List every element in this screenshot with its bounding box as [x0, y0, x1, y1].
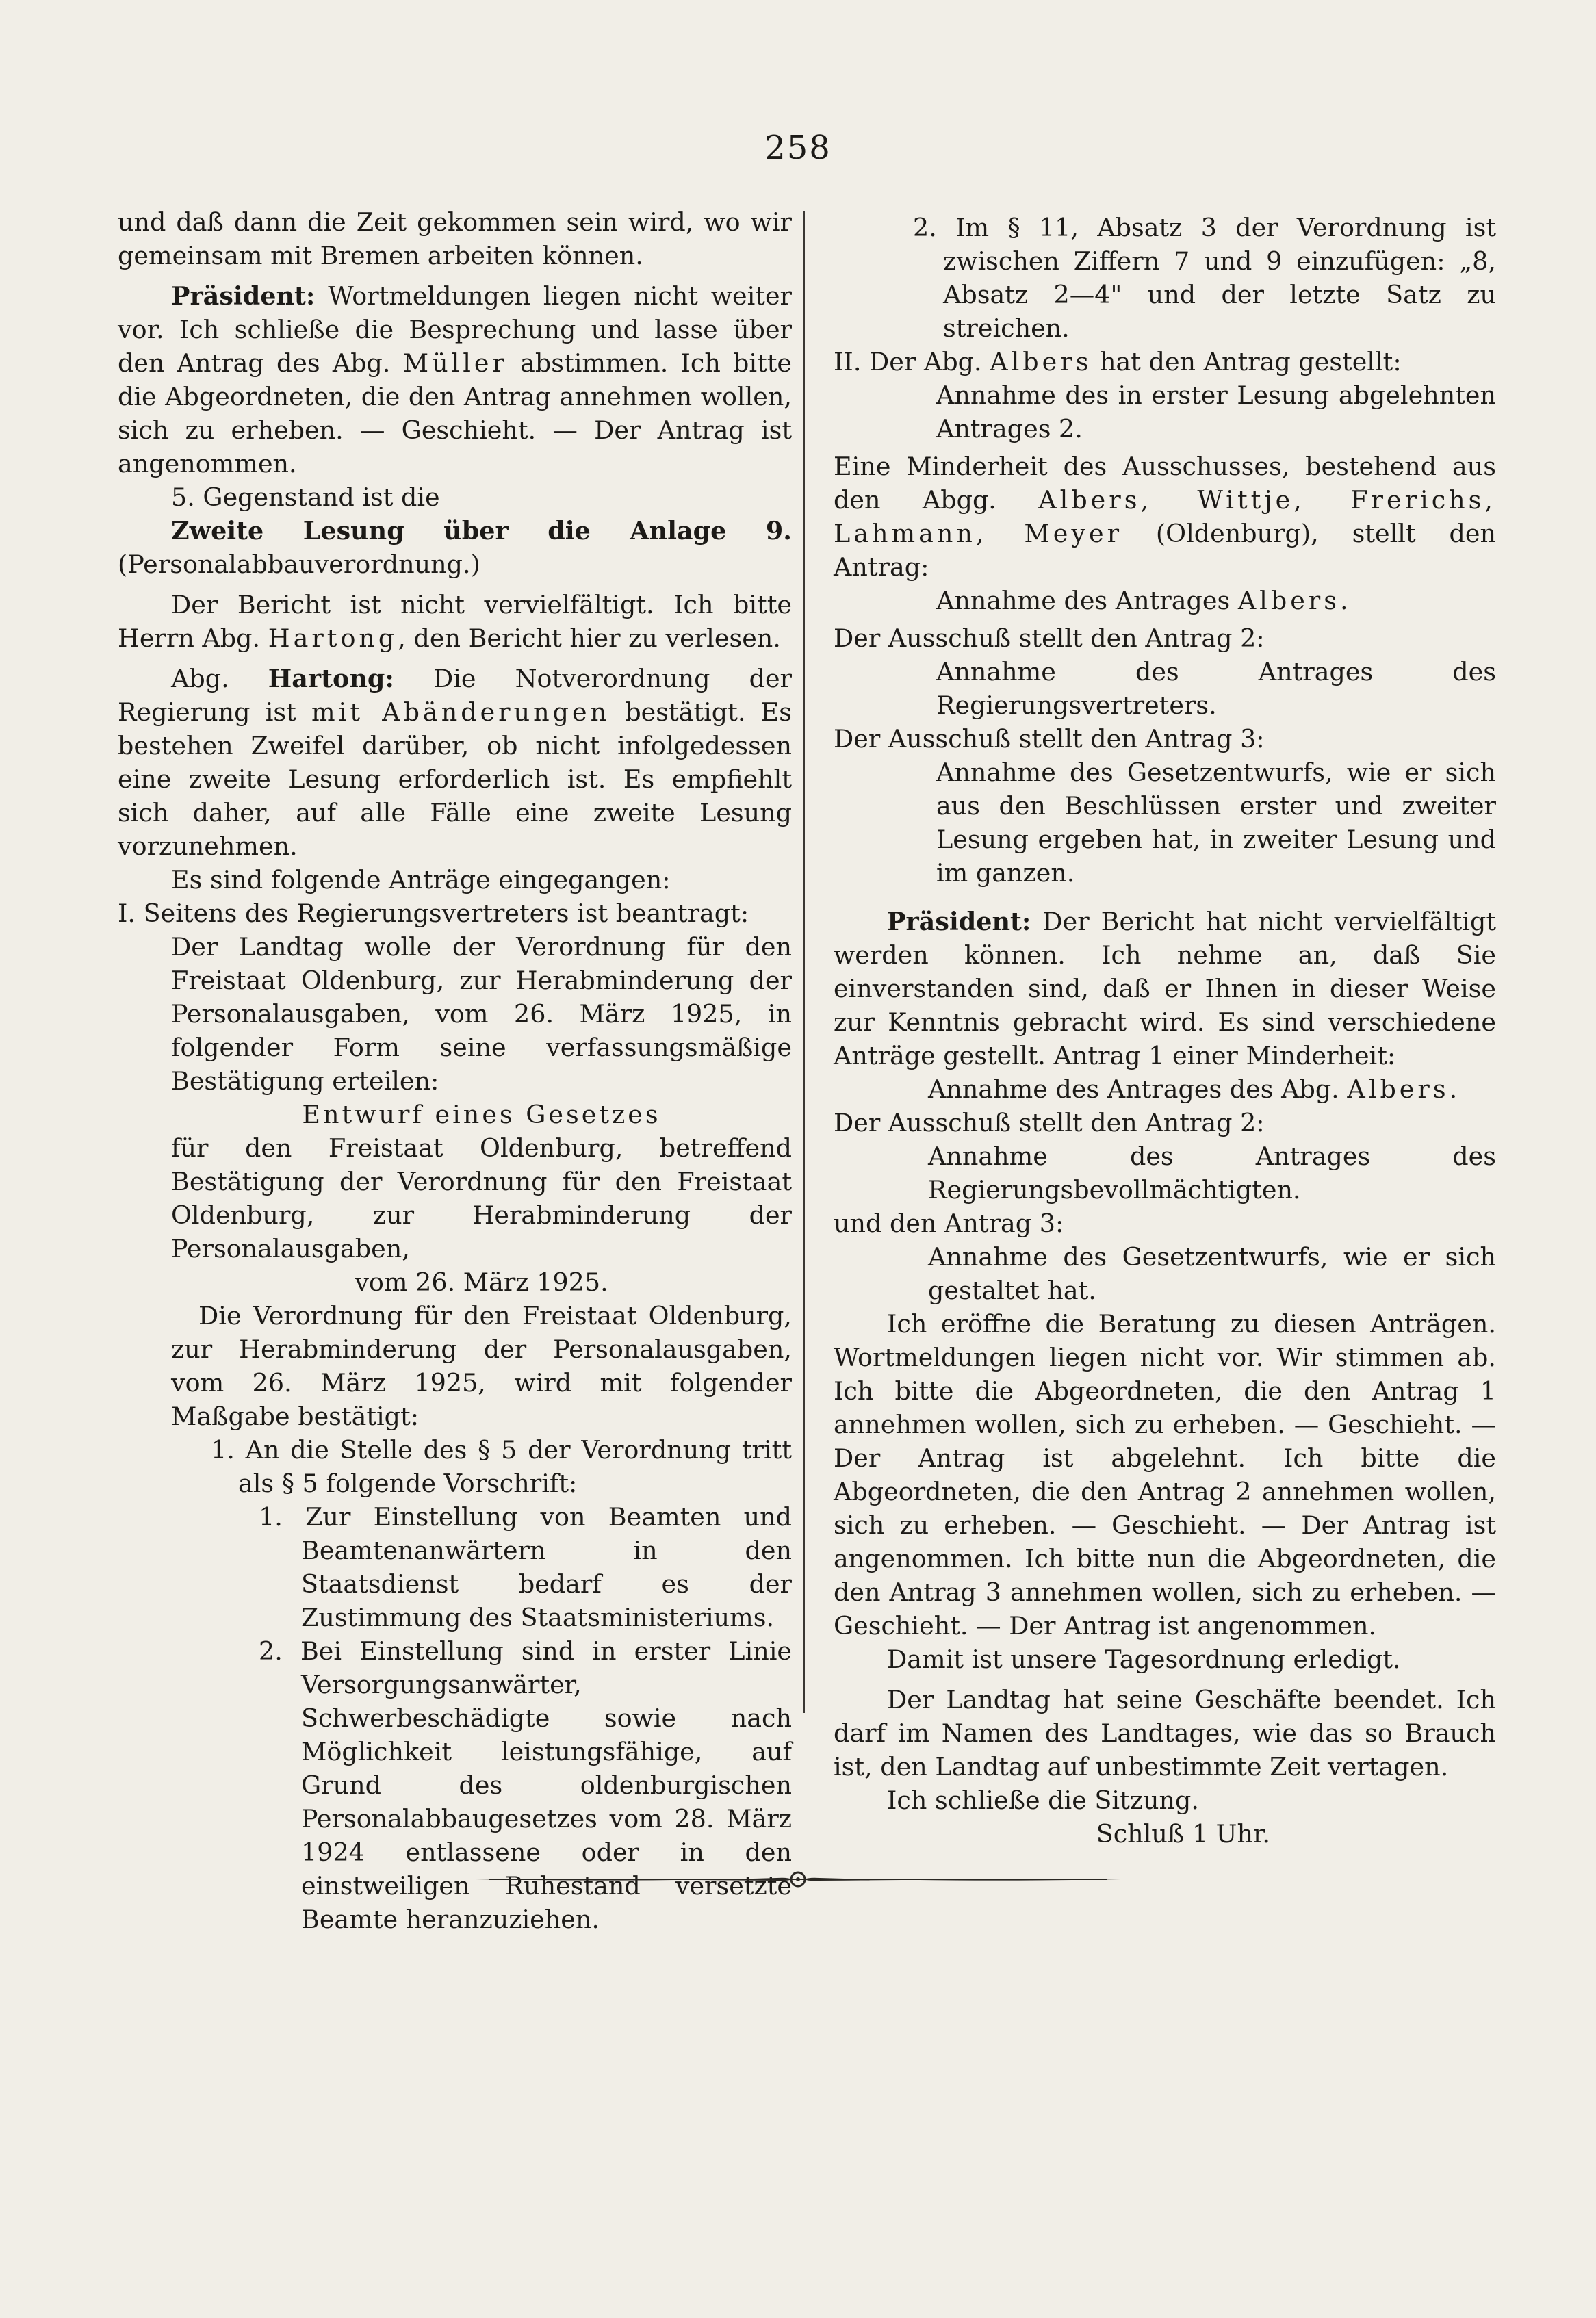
- speaker-paragraph: [118, 662, 792, 863]
- paragraph: [118, 588, 792, 655]
- person-name: Hartong: [268, 623, 398, 653]
- text-span: hat den Antrag gestellt:: [1092, 347, 1402, 376]
- right-column: [834, 211, 1496, 1851]
- speech-text: Der Bericht hat nicht vervielfältigt werden können. Ich nehme an, daß Sie einverstanden sind, daß er Ihnen in dieser Weise zur Kenntnis gebracht wird. Es sind verschiedene Anträge gestellt. Antrag 1 einer Minderheit:: [834, 907, 1496, 1070]
- text-span: .: [1449, 1074, 1458, 1104]
- motion-text: Annahme des Gesetzentwurfs, wie er sich gestaltet hat.: [928, 1242, 1496, 1305]
- sub-list-item: 1. Zur Einstellung von Beamten und Beamtenanwärtern in den Staatsdienst bedarf es der Zustimmung des Staatsministeriums.: [259, 1502, 792, 1632]
- motion-text: [834, 1072, 1496, 1106]
- paragraph: und daß dann die Zeit gekommen sein wird, wo wir gemeinsam mit Bremen arbeiten können.: [118, 207, 792, 270]
- paragraph: Der Ausschuß stellt den Antrag 3:: [834, 724, 1265, 754]
- motion-text: Annahme des Gesetzentwurfs, wie er sich aus den Beschlüssen erster und zweiter Lesung ergeben hat, in zweiter Lesung und im ganzen.: [936, 758, 1496, 888]
- draft-date: vom 26. März 1925.: [355, 1267, 608, 1297]
- text-span: Annahme des Antrages des Abg.: [928, 1074, 1348, 1104]
- agenda-subtitle: (Personalabbauverordnung.): [118, 550, 480, 579]
- emphasis-text: mit Abänderungen: [311, 697, 610, 727]
- text-span: Abg.: [171, 664, 268, 693]
- text-span: Eine Minderheit des Ausschusses, bestehend aus den Abgg.: [834, 452, 1496, 515]
- column-divider: [803, 211, 805, 1713]
- motion-text: Annahme des in erster Lesung abgelehnten Antrages 2.: [936, 381, 1496, 443]
- ornament-divider: [476, 1866, 1120, 1893]
- speaker-name: Präsident:: [887, 907, 1031, 936]
- list-item: I. Seitens des Regierungsvertreters ist beantragt:: [118, 899, 749, 928]
- person-name: Albers: [1237, 586, 1340, 615]
- list-item: [834, 345, 1496, 378]
- motion-text: Der Landtag wolle der Verordnung für den Freistaat Oldenburg, zur Herabminderung der Personalausgaben, vom 26. März 1925, in folgender Form seine verfassungsmäßige Bestätigung erteilen:: [171, 932, 792, 1096]
- left-column: [118, 205, 792, 1936]
- agenda-title: Zweite Lesung über die Anlage 9.: [171, 516, 792, 545]
- paragraph: und den Antrag 3:: [834, 1209, 1064, 1238]
- motion-text: Annahme des Antrages des Regierungsvertreters.: [936, 657, 1496, 720]
- paragraph: Damit ist unsere Tagesordnung erledigt.: [887, 1645, 1401, 1674]
- text-span: , den Bericht hier zu verlesen.: [398, 623, 781, 653]
- paragraph: Der Ausschuß stellt den Antrag 2:: [834, 623, 1265, 653]
- paragraph: Ich eröffne die Beratung zu diesen Anträgen. Wortmeldungen liegen nicht vor. Wir stimmen ab. Ich bitte die Abgeordneten, die den Antrag 1 annehmen wollen, sich zu erheben. — Geschieht. — Der Antrag ist abgelehnt. Ich bitte die Abgeordneten, die den Antrag 2 annehmen wollen, sich zu erheben. — Geschieht. — Der Antrag ist angenommen. Ich bitte nun die Abgeordneten, die den Antrag 3 annehmen wollen, sich zu erheben. — Geschieht. — Der Antrag ist angenommen.: [834, 1309, 1496, 1640]
- text-span: .: [1340, 586, 1348, 615]
- list-item: 1. An die Stelle des § 5 der Verordnung tritt als § 5 folgende Vorschrift:: [211, 1435, 792, 1498]
- person-name: Albers: [990, 347, 1092, 376]
- paragraph: [834, 450, 1496, 584]
- text-span: Der Bericht ist nicht vervielfältigt. Ich bitte Herrn Abg.: [118, 590, 792, 653]
- speaker-paragraph: [834, 905, 1496, 1072]
- speaker-name: Präsident:: [171, 281, 316, 311]
- motion-text: [834, 584, 1496, 617]
- speech-text: Wortmeldungen liegen nicht weiter vor. Ich schließe die Besprechung und lasse über den Antrag des Abg.: [118, 281, 792, 378]
- list-item: 2. Im § 11, Absatz 3 der Verordnung ist zwischen Ziffern 7 und 9 einzufügen: „8, Absatz 2—4" und der letzte Satz zu streichen.: [913, 213, 1496, 343]
- paragraph: Es sind folgende Anträge eingegangen:: [171, 865, 671, 894]
- paragraph: Der Ausschuß stellt den Antrag 2:: [834, 1108, 1265, 1137]
- speech-text: abstimmen. Ich bitte die Abgeordneten, die den Antrag annehmen wollen, sich zu erheben. — Geschieht. — Der Antrag ist angenommen.: [118, 348, 792, 478]
- closing-time: Schluß 1 Uhr.: [1096, 1819, 1270, 1849]
- text-span: Annahme des Antrages: [936, 586, 1238, 615]
- paragraph: Der Landtag hat seine Geschäfte beendet. Ich darf im Namen des Landtages, wie das so Brauch ist, den Landtag auf unbestimmte Zeit vertagen.: [834, 1685, 1496, 1781]
- text-span: Die Notverordnung der Regierung ist: [118, 664, 793, 727]
- paragraph: Ich schließe die Sitzung.: [887, 1786, 1199, 1815]
- paragraph: [118, 1299, 792, 1433]
- draft-subtitle: für den Freistaat Oldenburg, betreffend Bestätigung der Verordnung für den Freistaat Oldenburg, zur Herabminderung der Personalausgaben,: [171, 1133, 792, 1263]
- text-span: Die Verordnung für den Freistaat Oldenburg, zur Herabminderung der Personalausgaben, vom 26. März 1925, wird mit folgender Maßgabe bestätigt:: [171, 1301, 792, 1431]
- motion-text: Annahme des Antrages des Regierungsbevollmächtigten.: [928, 1142, 1496, 1205]
- page-number: 258: [764, 129, 832, 167]
- speaker-name: Hartong:: [268, 664, 394, 693]
- text-span: bestätigt. Es bestehen Zweifel darüber, ob nicht infolgedessen eine zweite Lesung erforderlich ist. Es empfiehlt sich daher, auf alle Fälle eine zweite Lesung vorzunehmen.: [118, 697, 793, 861]
- text-span: (Oldenburg), stellt den Antrag:: [834, 519, 1496, 582]
- text-span: II. Der Abg.: [834, 347, 990, 376]
- agenda-heading: [118, 514, 792, 581]
- sub-list-item: 2. Bei Einstellung sind in erster Linie Versorgungsanwärter, Schwerbeschädigte sowie nach Möglichkeit leistungsfähige, auf Grund des oldenburgischen Personalabbaugesetzes vom 28. März 1924 entlassene oder in den einstweiligen Ruhestand versetzte Beamte heranzuziehen.: [259, 1636, 792, 1934]
- agenda-item: 5. Gegenstand ist die: [171, 482, 440, 512]
- person-names: Albers, Wittje, Frerichs, Lahmann, Meyer: [834, 485, 1496, 548]
- person-name: Müller: [402, 348, 508, 378]
- speaker-paragraph: [118, 279, 792, 480]
- draft-title: Entwurf eines Gesetzes: [302, 1100, 661, 1129]
- person-name: Albers: [1347, 1074, 1450, 1104]
